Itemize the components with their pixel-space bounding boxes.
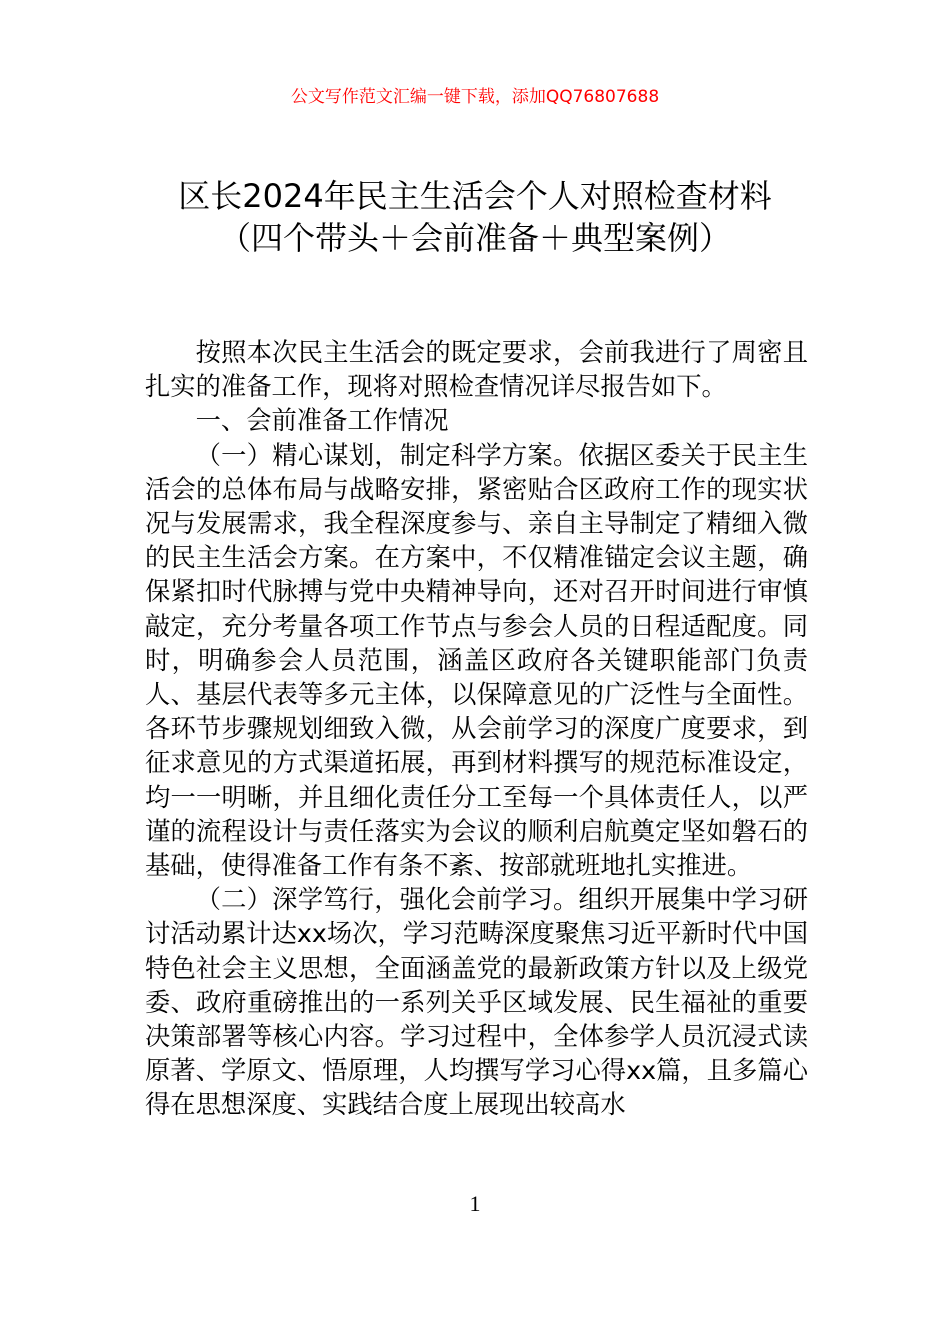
intro-paragraph: 按照本次民主生活会的既定要求，会前我进行了周密且扎实的准备工作，现将对照检查情况详尽报告如下。 bbox=[145, 338, 808, 402]
document-subtitle: （四个带头＋会前准备＋典型案例） bbox=[218, 219, 731, 257]
document-title: 区长2024年民主生活会个人对照检查材料 bbox=[178, 177, 772, 215]
page-number: 1 bbox=[469, 1191, 481, 1216]
download-banner: 公文写作范文汇编一键下载，添加QQ76807688 bbox=[290, 87, 660, 107]
document-body bbox=[145, 336, 808, 1123]
body-paragraph: （一）精心谋划，制定科学方案。依据区委关于民主生活会的总体布局与战略安排，紧密贴合区政府工作的现实状况与发展需求，我全程深度参与、亲自主导制定了精细入微的民主生活会方案。在方案中，不仅精准锚定会议主题，确保紧扣时代脉搏与党中央精神导向，还对召开时间进行审慎敲定，充分考量各项工作节点与参会人员的日程适配度。同时，明确参会人员范围，涵盖区政府各关键职能部门负责人、基层代表等多元主体，以保障意见的广泛性与全面性。各环节步骤规划细致入微，从会前学习的深度广度要求，到征求意见的方式渠道拓展，再到材料撰写的规范标准设定，均一一明晰，并且细化责任分工至每一个具体责任人，以严谨的流程设计与责任落实为会议的顺利启航奠定坚如磐石的基础，使得准备工作有条不紊、按部就班地扎实推进。 bbox=[145, 440, 808, 881]
body-paragraph: （二）深学笃行，强化会前学习。组织开展集中学习研讨活动累计达xx场次，学习范畴深度聚焦习近平新时代中国特色社会主义思想，全面涵盖党的最新政策方针以及上级党委、政府重磅推出的一系列关乎区域发展、民生福祉的重要决策部署等核心内容。学习过程中，全体参学人员沉浸式读原著、学原文、悟原理，人均撰写学习心得xx篇，且多篇心得在思想深度、实践结合度上展现出较高水 bbox=[145, 885, 808, 1120]
section-heading: 一、会前准备工作情况 bbox=[195, 406, 449, 436]
